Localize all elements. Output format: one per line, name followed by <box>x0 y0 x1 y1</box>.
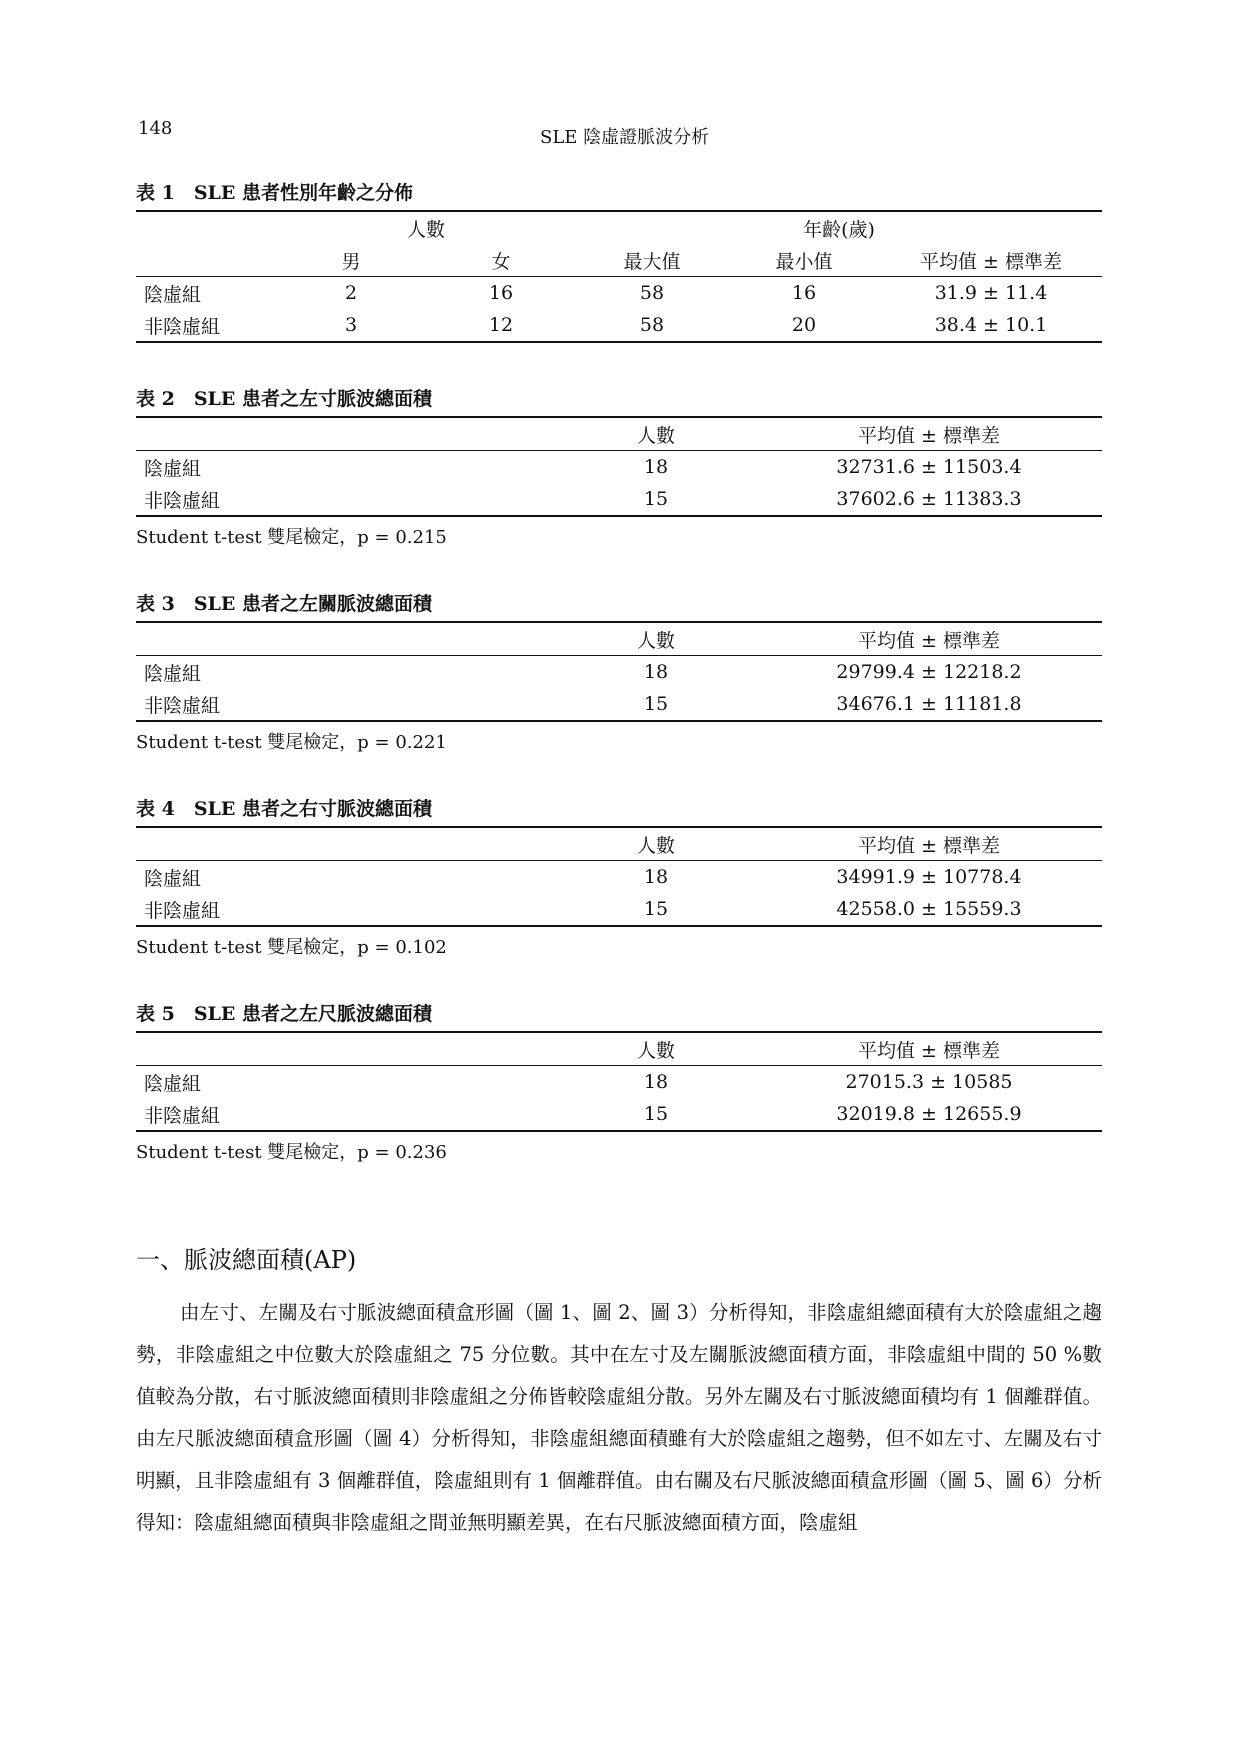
header-count: 人數 <box>406 218 445 241</box>
table-cell: 18 <box>643 866 669 888</box>
table-row <box>136 893 1102 926</box>
col-header-count: 人數 <box>636 1039 675 1062</box>
table-1-grid <box>136 210 1102 343</box>
table-row <box>136 1066 1102 1099</box>
table-cell: 42558.0 ± 15559.3 <box>836 898 1022 920</box>
table-cell: 18 <box>643 456 669 478</box>
table-cell: 2 <box>344 282 358 304</box>
table-row <box>136 451 1102 484</box>
table-note: Student t-test 雙尾檢定，p = 0.102 <box>136 937 447 958</box>
col-header: 男 <box>341 250 361 273</box>
table-cell: 18 <box>643 661 669 683</box>
page-number: 148 <box>138 118 173 139</box>
table-3 <box>136 589 1102 754</box>
col-header-count: 人數 <box>636 424 675 447</box>
row-label: 陰虛組 <box>144 1072 202 1095</box>
table-grid <box>136 621 1102 722</box>
table-cell: 31.9 ± 11.4 <box>934 282 1048 304</box>
table-caption: 表 4 SLE 患者之右寸脈波總面積 <box>136 798 433 820</box>
table-cell: 15 <box>643 1103 669 1125</box>
table-cell: 12 <box>488 314 514 336</box>
table-1 <box>136 178 1102 343</box>
table-cell: 58 <box>639 282 665 304</box>
table-5 <box>136 999 1102 1164</box>
table-cell: 58 <box>639 314 665 336</box>
table-grid <box>136 826 1102 927</box>
col-header-mean: 平均值 ± 標準差 <box>858 424 1000 447</box>
table-cell: 34991.9 ± 10778.4 <box>836 866 1022 888</box>
row-label: 陰虛組 <box>144 867 202 890</box>
body-text <box>136 1292 1102 1544</box>
paragraph: 由左寸、左關及右寸脈波總面積盒形圖（圖 1、圖 2、圖 3）分析得知，非陰虛組總面積有大於陰虛組之趨勢，非陰虛組之中位數大於陰虛組之 75 分位數。其中在左寸及左關脈波總面積方面，非陰虛組中間的 50 %數值較為分散，右寸脈波總面積則非陰虛組之分佈皆較陰虛組分散。另外左關及右寸脈波總面積均有 1 個離群值。由左尺脈波總面積盒形圖（圖 4）分析得知，非陰虛組總面積雖有大於陰虛組之趨勢，但不如左寸、左關及右寸明顯，且非陰虛組有 3 個離群值，陰虛組則有 1 個離群值。由右關及右尺脈波總面積盒形圖（圖 5、圖 6）分析得知：陰虛組總面積與非陰虛組之間並無明顯差異，在右尺脈波總面積方面，陰虛組 <box>136 1301 1102 1534</box>
row-label: 非陰虛組 <box>144 489 221 512</box>
col-header-count: 人數 <box>636 629 675 652</box>
col-header: 最大值 <box>623 250 681 273</box>
table-cell: 15 <box>643 488 669 510</box>
table-cell: 37602.6 ± 11383.3 <box>836 488 1022 510</box>
table-cell: 29799.4 ± 12218.2 <box>836 661 1022 683</box>
table-cell: 16 <box>488 282 514 304</box>
table-note: Student t-test 雙尾檢定，p = 0.236 <box>136 1142 447 1163</box>
row-label: 陰虛組 <box>144 457 202 480</box>
table-cell: 32019.8 ± 12655.9 <box>836 1103 1022 1125</box>
row-label: 陰虛組 <box>144 662 202 685</box>
table-cell: 15 <box>643 693 669 715</box>
table-note: Student t-test 雙尾檢定，p = 0.221 <box>136 732 447 753</box>
col-header-count: 人數 <box>636 834 675 857</box>
table-row <box>136 688 1102 721</box>
table-cell: 20 <box>791 314 817 336</box>
table-caption: 表 3 SLE 患者之左關脈波總面積 <box>136 593 433 615</box>
table-grid <box>136 1031 1102 1132</box>
section-heading: 一、脈波總面積(AP) <box>136 1246 357 1274</box>
row-label: 陰虛組 <box>144 283 202 306</box>
table-row <box>136 277 1102 310</box>
table-1-caption: 表 1 SLE 患者性別年齡之分佈 <box>136 182 414 204</box>
col-header: 最小值 <box>775 250 833 273</box>
table-row <box>136 1098 1102 1131</box>
table-cell: 38.4 ± 10.1 <box>934 314 1048 336</box>
row-label: 非陰虛組 <box>144 694 221 717</box>
table-row <box>136 483 1102 516</box>
table-row <box>136 309 1102 342</box>
table-cell: 3 <box>344 314 358 336</box>
table-grid <box>136 416 1102 517</box>
table-cell: 18 <box>643 1071 669 1093</box>
table-caption: 表 5 SLE 患者之左尺脈波總面積 <box>136 1003 433 1025</box>
table-4 <box>136 794 1102 959</box>
col-header-mean: 平均值 ± 標準差 <box>858 834 1000 857</box>
header-age: 年齡(歲) <box>803 218 875 241</box>
table-cell: 34676.1 ± 11181.8 <box>836 693 1022 715</box>
table-2 <box>136 384 1102 549</box>
table-caption: 表 2 SLE 患者之左寸脈波總面積 <box>136 388 433 410</box>
table-row <box>136 861 1102 894</box>
row-label: 非陰虛組 <box>144 315 221 338</box>
col-header-mean: 平均值 ± 標準差 <box>858 1039 1000 1062</box>
row-label: 非陰虛組 <box>144 899 221 922</box>
col-header: 女 <box>491 250 511 273</box>
col-header: 平均值 ± 標準差 <box>920 250 1062 273</box>
table-cell: 32731.6 ± 11503.4 <box>836 456 1022 478</box>
table-row <box>136 656 1102 689</box>
table-cell: 16 <box>791 282 817 304</box>
table-cell: 15 <box>643 898 669 920</box>
table-cell: 27015.3 ± 10585 <box>845 1071 1013 1093</box>
row-label: 非陰虛組 <box>144 1104 221 1127</box>
running-title: SLE 陰虛證脈波分析 <box>540 127 710 148</box>
col-header-mean: 平均值 ± 標準差 <box>858 629 1000 652</box>
table-note: Student t-test 雙尾檢定，p = 0.215 <box>136 527 447 548</box>
